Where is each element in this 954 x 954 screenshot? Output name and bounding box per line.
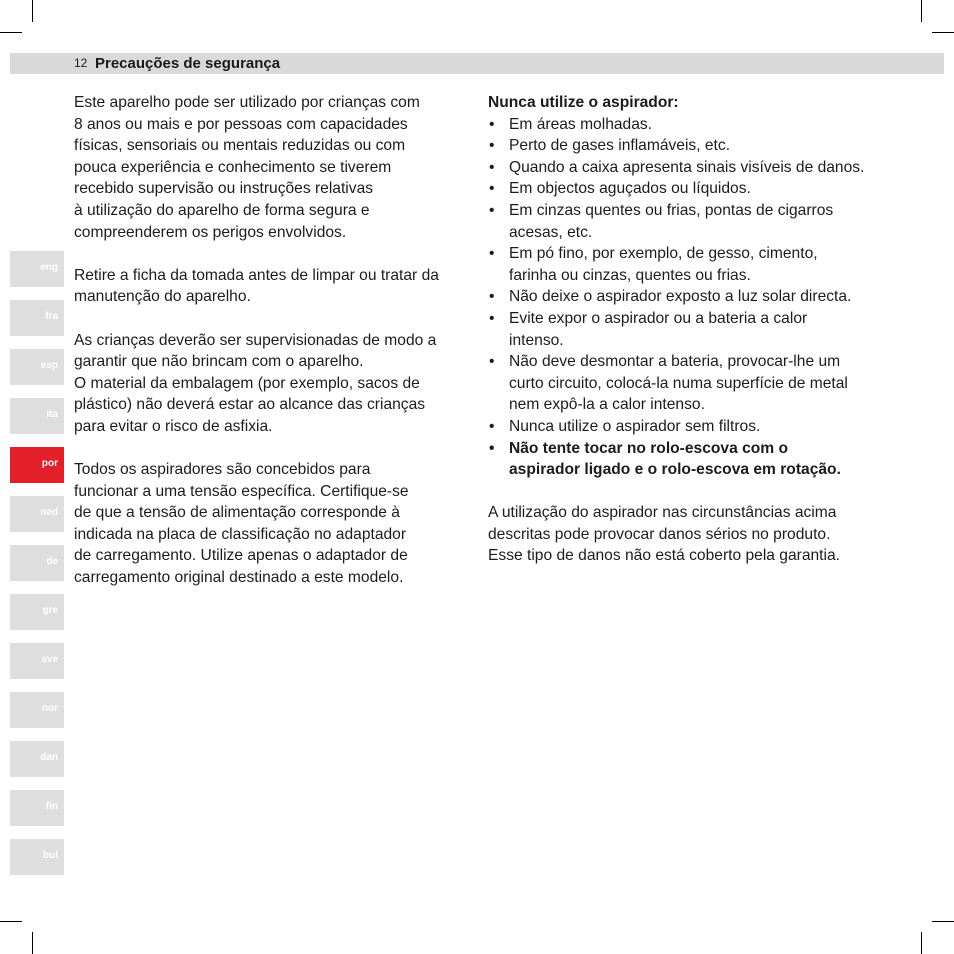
text-line: curto circuito, colocá-la numa superfície de metal xyxy=(509,374,848,392)
text-line: Em cinzas quentes ou frias, pontas de cigarros xyxy=(509,201,834,219)
lang-tab-label: dan xyxy=(40,752,58,763)
lang-tab-de[interactable] xyxy=(10,545,64,581)
text-line: garantir que não brincam com o aparelho. xyxy=(74,353,364,371)
text-line: Quando a caixa apresenta sinais visíveis de danos. xyxy=(509,158,865,176)
lang-tab-label: por xyxy=(41,458,58,469)
section-title: Precauções de segurança xyxy=(95,55,281,72)
crop-mark xyxy=(921,932,922,954)
lang-tab-fra[interactable] xyxy=(10,300,64,336)
text-line: pouca experiência e conhecimento se tiverem xyxy=(74,158,392,176)
text-line: descritas pode provocar danos sérios no produto. xyxy=(488,525,831,543)
crop-mark xyxy=(921,0,922,22)
lang-tab-ned[interactable] xyxy=(10,496,64,532)
text-line: plástico) não deverá estar ao alcance das crianças xyxy=(74,396,426,414)
text-line: Não tente tocar no rolo-escova com o xyxy=(509,439,789,457)
text-line: Retire a ficha da tomada antes de limpar ou tratar da xyxy=(74,266,439,284)
text-line: compreenderem os perigos envolvidos. xyxy=(74,223,347,241)
paragraph-children-usage xyxy=(74,92,470,243)
lang-tab-label: ita xyxy=(46,409,58,420)
text-line: Evite expor o aspirador ou a bateria a calor xyxy=(509,309,808,327)
lang-tab-label: de xyxy=(46,556,58,567)
text-line: Perto de gases inflamáveis, etc. xyxy=(509,137,731,155)
lang-tab-nor[interactable] xyxy=(10,692,64,728)
list-item xyxy=(488,351,888,416)
lang-tab-dan[interactable] xyxy=(10,741,64,777)
list-item xyxy=(488,243,888,286)
lang-tab-label: fin xyxy=(45,801,58,812)
text-line: Nunca utilize o aspirador sem filtros. xyxy=(509,417,761,435)
list-item xyxy=(488,286,888,308)
lang-tab-label: fra xyxy=(45,311,58,322)
lang-tab-label: gre xyxy=(42,605,58,616)
text-line: físicas, sensoriais ou mentais reduzidas ou com xyxy=(74,137,406,155)
lang-tab-label: bul xyxy=(43,850,58,861)
text-line: de que a tensão de alimentação corresponde à xyxy=(74,504,400,522)
lang-tab-label: eng xyxy=(40,262,58,273)
text-line: farinha ou cinzas, quentes ou frias. xyxy=(509,266,751,284)
text-line: Em áreas molhadas. xyxy=(509,115,653,133)
text-line: intenso. xyxy=(509,331,564,349)
lang-tab-label: esp xyxy=(40,360,58,371)
list-item xyxy=(488,157,888,179)
crop-mark xyxy=(0,32,22,33)
paragraph-voltage xyxy=(74,459,470,589)
text-line: 8 anos ou mais e por pessoas com capacidades xyxy=(74,115,408,133)
lang-tab-label: nor xyxy=(41,703,58,714)
text-line: indicada na placa de classificação no adaptador xyxy=(74,525,407,543)
warning-heading: Nunca utilize o aspirador: xyxy=(488,94,679,111)
list-item xyxy=(488,308,888,351)
lang-tab-esp[interactable] xyxy=(10,349,64,385)
text-line: aspirador ligado e o rolo-escova em rotação. xyxy=(509,461,841,479)
text-line: Não deixe o aspirador exposto a luz solar directa. xyxy=(509,288,852,306)
list-item xyxy=(488,416,888,438)
text-line: Esse tipo de danos não está coberto pela garantia. xyxy=(488,547,840,565)
lang-tab-sve[interactable] xyxy=(10,643,64,679)
lang-tab-fin[interactable] xyxy=(10,790,64,826)
lang-tab-eng[interactable] xyxy=(10,251,64,287)
text-line: Não deve desmontar a bateria, provocar-lhe um xyxy=(509,353,841,371)
language-tabs xyxy=(10,251,64,888)
text-line: Todos os aspiradores são concebidos para xyxy=(74,461,371,479)
text-line: acesas, etc. xyxy=(509,223,593,241)
paragraph-unplug xyxy=(74,265,470,308)
page-number: 12 xyxy=(74,56,88,70)
lang-tab-por[interactable] xyxy=(10,447,64,483)
text-line: funcionar a uma tensão específica. Certifique-se xyxy=(74,482,409,500)
text-line: para evitar o risco de asfixia. xyxy=(74,417,273,435)
paragraph-closing xyxy=(488,502,888,567)
lang-tab-label: ned xyxy=(40,507,58,518)
text-line: de carregamento. Utilize apenas o adaptador de xyxy=(74,547,408,565)
text-line: Este aparelho pode ser utilizado por crianças com xyxy=(74,94,420,111)
text-line: nem expô-la a calor intenso. xyxy=(509,396,705,414)
crop-mark xyxy=(932,32,954,33)
right-column xyxy=(488,92,888,567)
crop-mark xyxy=(0,921,22,922)
left-column xyxy=(74,92,470,589)
lang-tab-label: sve xyxy=(41,654,58,665)
text-line: Em objectos aguçados ou líquidos. xyxy=(509,180,751,198)
crop-mark xyxy=(32,0,33,22)
paragraph-supervision xyxy=(74,330,470,438)
lang-tab-ita[interactable] xyxy=(10,398,64,434)
text-line: Em pó fino, por exemplo, de gesso, cimento, xyxy=(509,245,818,263)
list-item-bold-warning xyxy=(488,438,888,481)
list-item xyxy=(488,114,888,136)
text-line: A utilização do aspirador nas circunstâncias acima xyxy=(488,504,837,522)
lang-tab-gre[interactable] xyxy=(10,594,64,630)
list-item xyxy=(488,135,888,157)
text-line: O material da embalagem (por exemplo, sacos de xyxy=(74,374,420,392)
text-line: à utilização do aparelho de forma segura e xyxy=(74,201,370,219)
warning-list xyxy=(488,114,888,481)
list-item xyxy=(488,200,888,243)
text-line: manutenção do aparelho. xyxy=(74,288,251,306)
crop-mark xyxy=(932,921,954,922)
lang-tab-bul[interactable] xyxy=(10,839,64,875)
text-line: As crianças deverão ser supervisionadas de modo a xyxy=(74,331,437,349)
text-line: carregamento original destinado a este modelo. xyxy=(74,569,404,587)
crop-mark xyxy=(32,932,33,954)
text-line: recebido supervisão ou instruções relativas xyxy=(74,180,374,198)
list-item xyxy=(488,178,888,200)
